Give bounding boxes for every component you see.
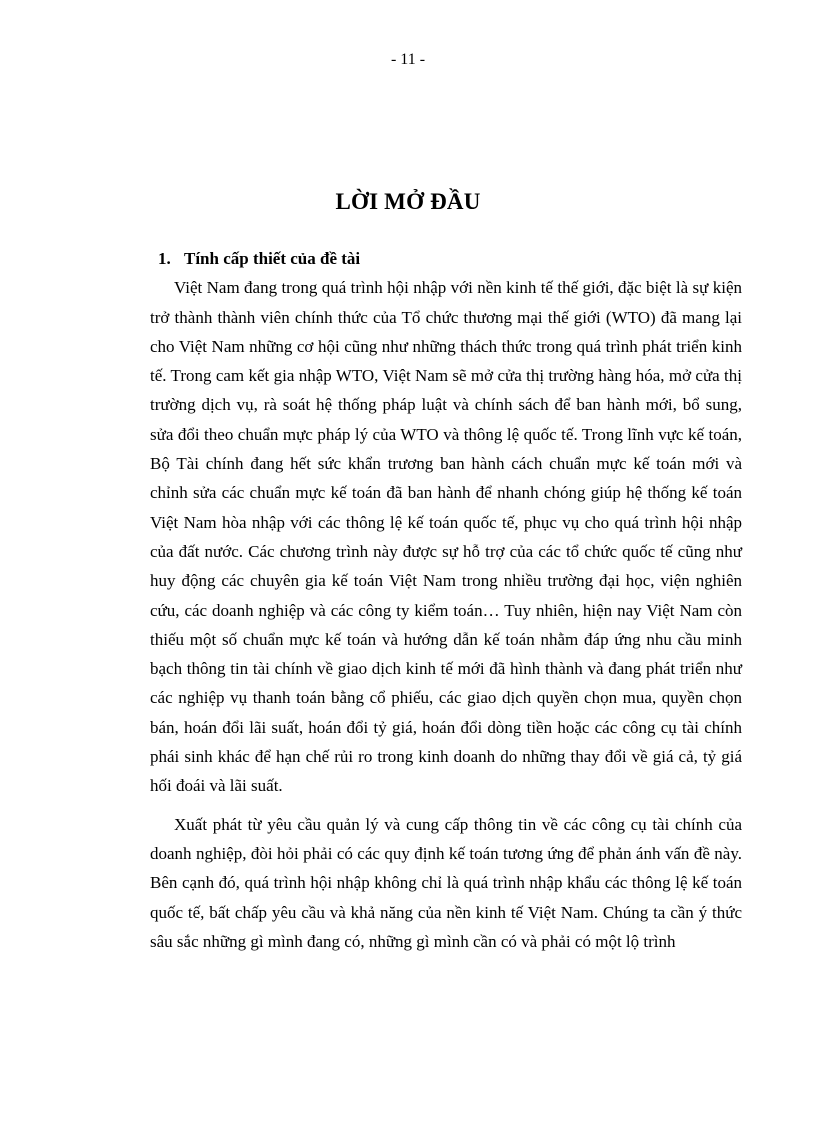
section-heading-text: Tính cấp thiết của đề tài <box>184 249 361 268</box>
section-heading <box>150 244 742 273</box>
document-title: LỜI MỞ ĐẦU <box>335 189 481 215</box>
paragraph-1: Việt Nam đang trong quá trình hội nhập với nền kinh tế thế giới, đặc biệt là sự kiện trở thành thành viên chính thức của Tổ chức thương mại thế giới (WTO) đã mang lại cho Việt Nam những cơ hội cũng như những thách thức trong quá trình phát triển kinh tế. Trong cam kết gia nhập WTO, Việt Nam sẽ mở cửa thị trường hàng hóa, mở cửa thị trường dịch vụ, rà soát hệ thống pháp luật và chính sách để ban hành mới, bổ sung, sửa đổi theo chuẩn mực pháp lý của WTO và thông lệ quốc tế. Trong lĩnh vực kế toán, Bộ Tài chính đang hết sức khẩn trương ban hành cách chuẩn mực kế toán mới và chỉnh sửa các chuẩn mực kế toán đã ban hành để nhanh chóng giúp hệ thống kế toán Việt Nam hòa nhập với các thông lệ kế toán quốc tế, phục vụ cho quá trình hội nhập của đất nước. Các chương trình này được sự hỗ trợ của các tổ chức quốc tế cũng như huy động các chuyên gia kế toán Việt Nam trong nhiều trường đại học, viện nghiên cứu, các doanh nghiệp và các công ty kiểm toán… Tuy nhiên, hiện nay Việt Nam còn thiếu một số chuẩn mực kế toán và hướng dẫn kế toán nhằm đáp ứng nhu cầu minh bạch thông tin tài chính về giao dịch kinh tế mới đã hình thành và đang phát triển như các nghiệp vụ thanh toán bằng cổ phiếu, các giao dịch quyền chọn mua, quyền chọn bán, hoán đổi lãi suất, hoán đổi tỷ giá, hoán đổi dòng tiền hoặc các công cụ tài chính phái sinh khác để hạn chế rủi ro trong kinh doanh do những thay đổi về giá cả, tỷ giá hối đoái và lãi suất. <box>150 278 742 796</box>
section-number: 1. <box>158 249 171 268</box>
document-body <box>150 244 742 956</box>
paragraph-2: Xuất phát từ yêu cầu quản lý và cung cấp thông tin về các công cụ tài chính của doanh nghiệp, đòi hỏi phải có các quy định kế toán tương ứng để phản ánh vấn đề này. Bên cạnh đó, quá trình hội nhập không chỉ là quá trình nhập khẩu các thông lệ kế toán quốc tế, bất chấp yêu cầu và khả năng của nền kinh tế Việt Nam. Chúng ta cần ý thức sâu sắc những gì mình đang có, những gì mình cần có và phải có một lộ trình <box>150 814 742 951</box>
page-number: - 11 - <box>390 51 426 68</box>
